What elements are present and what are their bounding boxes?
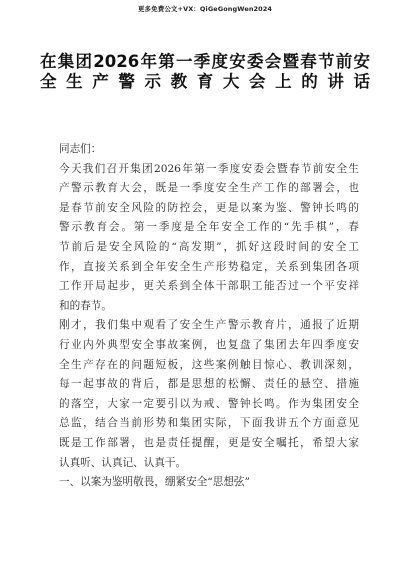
text-line: 作，直接关系到全年安全生产形势稳定，关系到集团各项	[59, 260, 359, 273]
text-line: 的落空，大家一定要引以为戒、警钟长鸣。作为集团安全	[59, 397, 359, 410]
salutation: 同志们：	[59, 143, 102, 155]
text-line: 节前后是安全风险的“高发期”，抓好这段时间的安全工	[59, 240, 359, 253]
title-line: 在集团2026年第一季度安委会暨春节前安	[40, 52, 370, 71]
text-line: 每一起事故的背后，都是思想的松懈、责任的悬空、措施	[59, 378, 359, 391]
text-line: 今天我们召开集团2026年第一季度安委会暨春节前安全生	[59, 162, 359, 175]
text-line: 和的春节。	[59, 299, 112, 312]
text-line: 认真听、认真记、认真干。	[59, 456, 187, 469]
paragraph-review	[59, 316, 359, 473]
text-line: 全生产存在的问题短板，这些案例触目惊心、教训深刻，	[59, 358, 359, 371]
section-heading: 一、以案为鉴明敬畏，绷紧安全“思想弦”	[59, 476, 250, 489]
paragraph-opening	[59, 160, 359, 317]
title-line: 全生产警示教育大会上的讲话	[40, 71, 370, 91]
text-line: 是春节前安全风险的防控会，更是以案为鉴、警钟长鸣的	[59, 201, 359, 214]
document-body	[59, 140, 359, 493]
text-line: 总监，结合当前形势和集团实际，下面我讲五个方面意见	[59, 417, 359, 430]
document-title	[40, 52, 370, 91]
text-line: 既是工作部署，也是责任提醒，更是安全嘱托，希望大家	[59, 436, 359, 449]
text-line: 警示教育会。第一季度是全年安全工作的“先手棋”，春	[59, 221, 359, 234]
text-line: 工作开局起步，更关系到全体干部职工能否过一个平安祥	[59, 280, 359, 293]
text-line: 刚才，我们集中观看了安全生产警示教育片，通报了近期	[59, 319, 359, 332]
top-banner: 更多免费公文+VX：QiGeGongWen2024	[137, 5, 273, 13]
text-line: 产警示教育大会，既是一季度安全生产工作的部署会，也	[59, 182, 359, 195]
text-line: 行业内外典型安全事故案例，也复盘了集团去年四季度安	[59, 338, 359, 351]
